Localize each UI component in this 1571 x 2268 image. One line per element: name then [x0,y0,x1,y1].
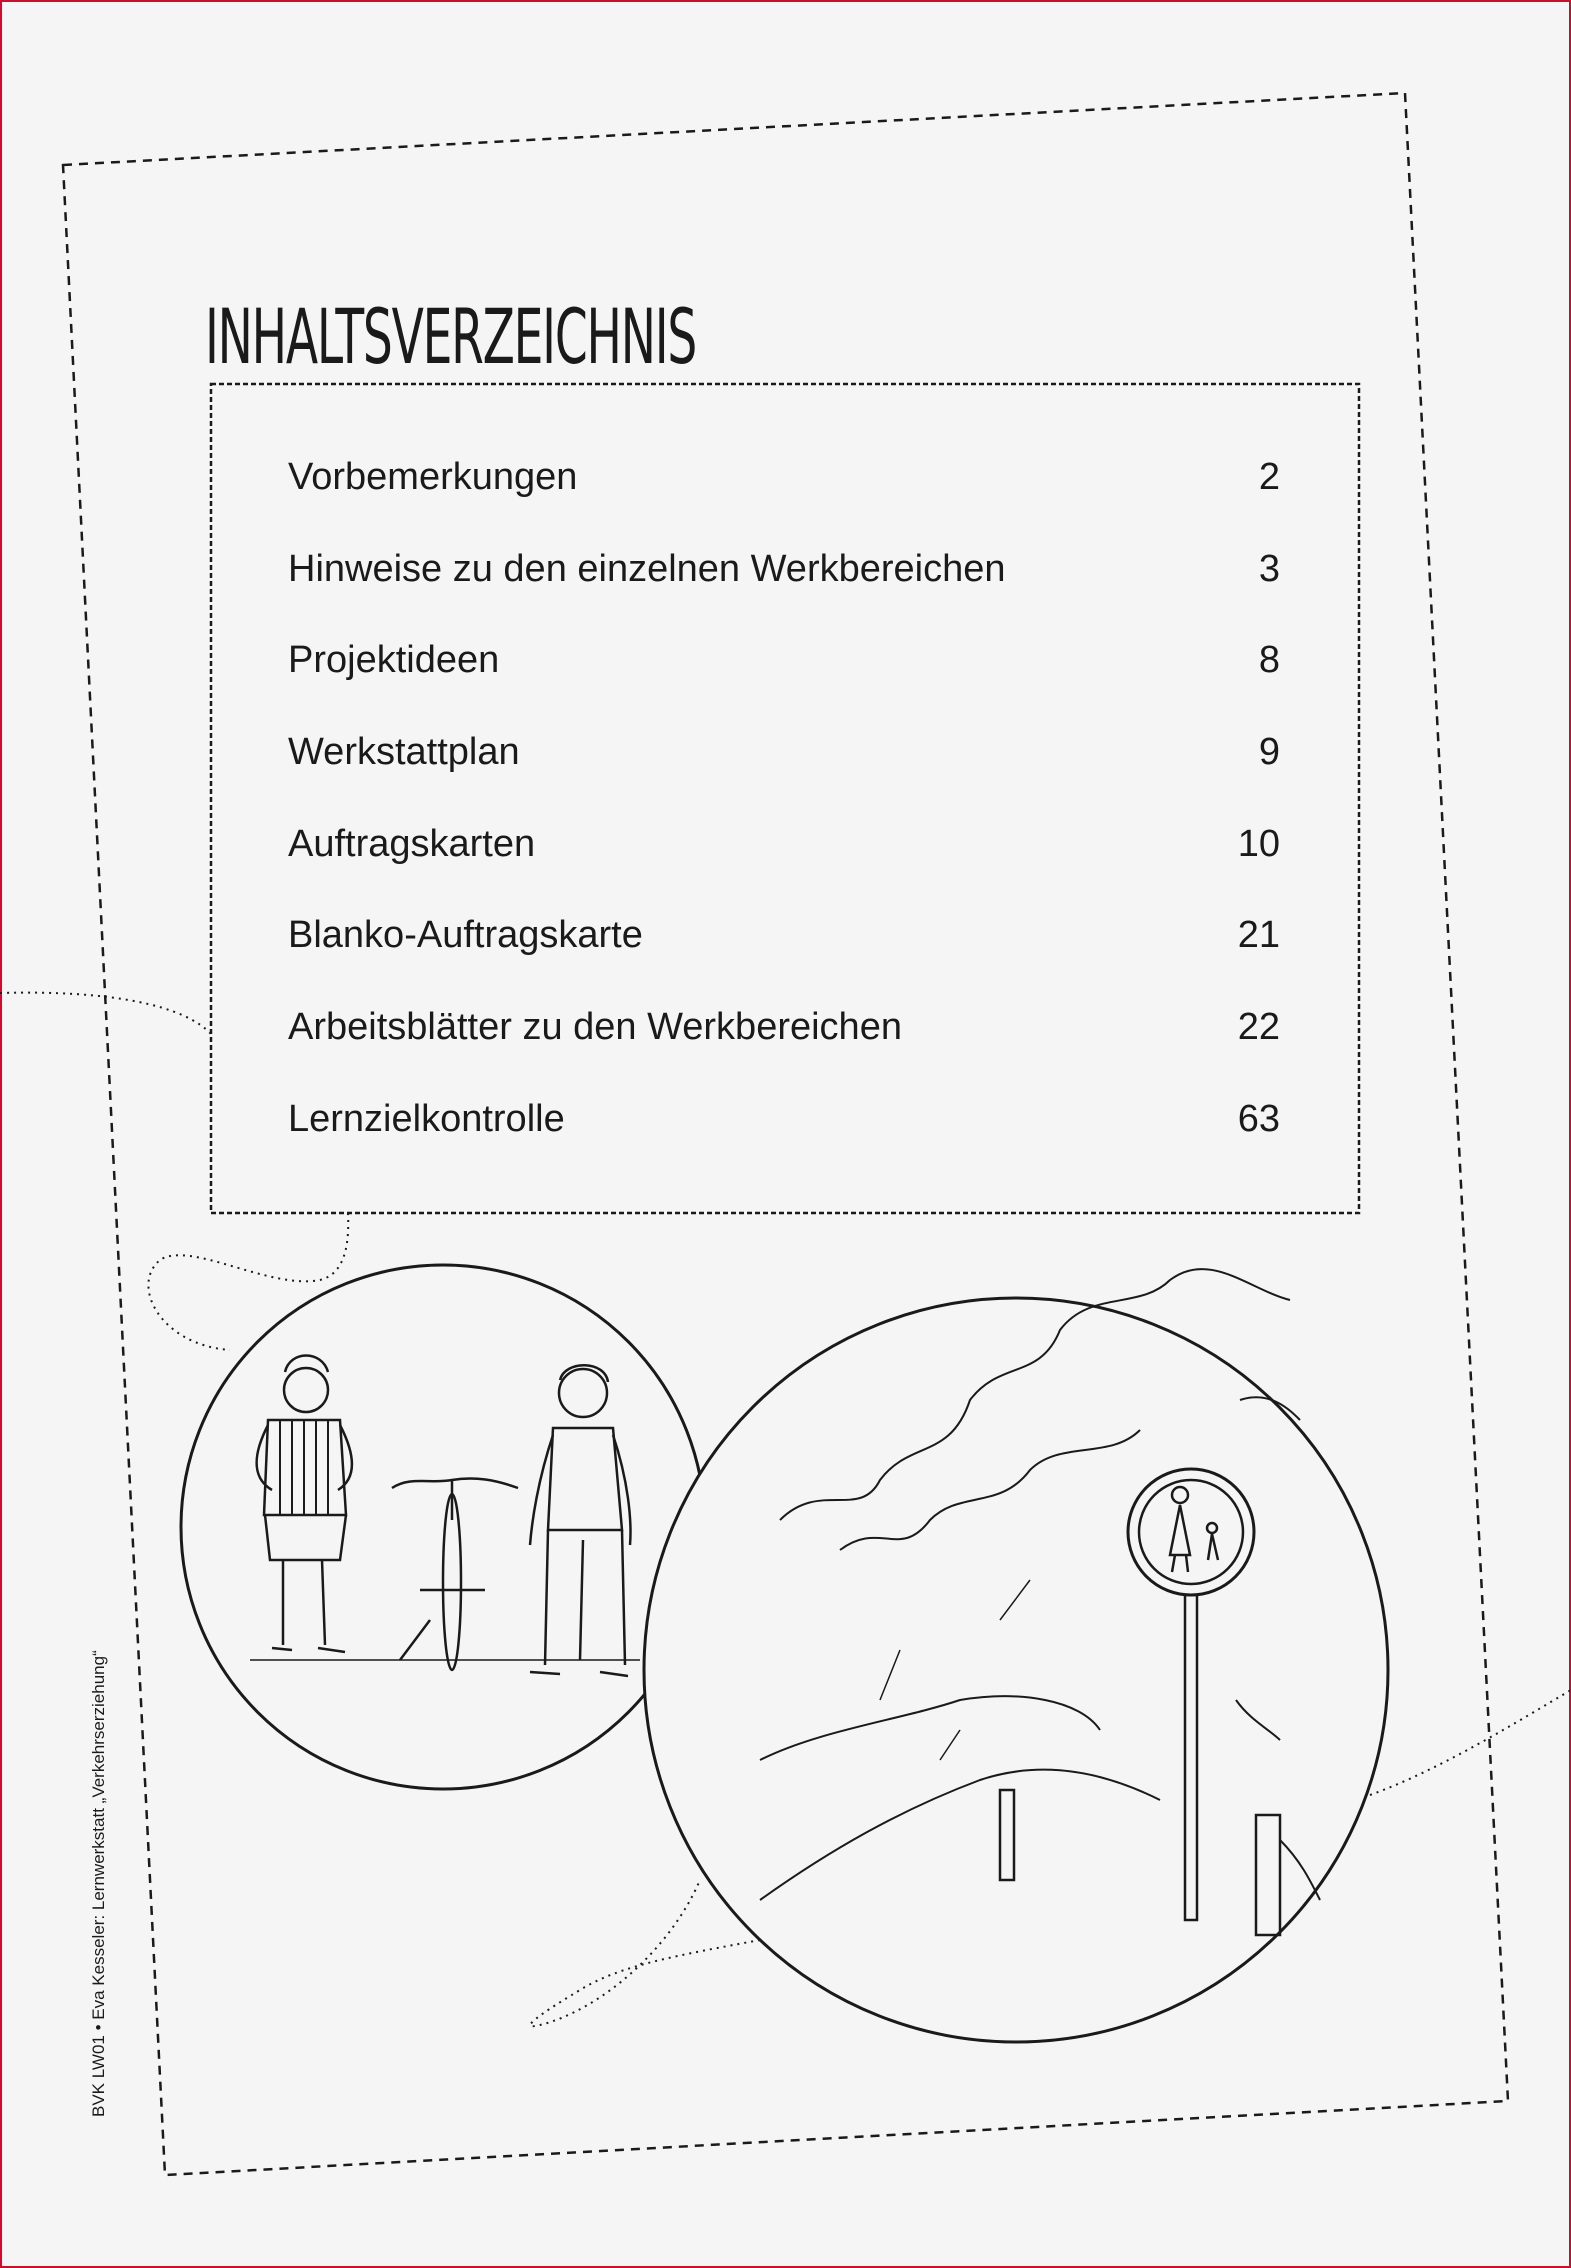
table-of-contents [288,440,1280,1174]
toc-item [288,990,1280,1082]
toc-entry-label: Lernzielkontrolle [288,1097,565,1140]
toc-entry-label: Hinweise zu den einzelnen Werkbereichen [288,547,1006,590]
toc-entry-label: Vorbemerkungen [288,456,578,498]
toc-entry-label: Arbeitsblätter zu den Werkbereichen [288,1006,902,1049]
toc-page-number: 22 [1237,1006,1280,1049]
toc-entry-label: Auftragskarten [288,822,536,865]
toc-entry-label: Blanko-Auftragskarte [288,914,643,957]
toc-page-number: 2 [1258,456,1280,498]
toc-item [288,1082,1280,1174]
toc-item [288,623,1280,715]
page-title: INHALTSVERZEICHNIS [205,292,697,381]
dotted-swirl-right [1370,1690,1571,1795]
toc-item [288,715,1280,807]
footpath-with-pedestrian-sign-illustration [644,1269,1388,2042]
toc-page-number: 3 [1258,547,1280,590]
toc-page-number: 10 [1237,822,1280,865]
toc-page-number: 63 [1237,1097,1280,1140]
toc-item [288,807,1280,899]
toc-page-number: 9 [1258,731,1280,774]
toc-entry-label: Werkstattplan [288,731,520,774]
footer-credit: BVK LW01 • Eva Kesseler: Lernwerkstatt „Verkehrserziehung“ [89,1650,108,2117]
toc-page-number: 8 [1258,639,1280,682]
toc-page-number: 21 [1237,914,1280,957]
children-with-bicycle-illustration [181,1265,705,1789]
toc-item [288,898,1280,990]
toc-entry-label: Projektideen [288,639,500,682]
toc-item [288,440,1280,532]
toc-item [288,532,1280,624]
